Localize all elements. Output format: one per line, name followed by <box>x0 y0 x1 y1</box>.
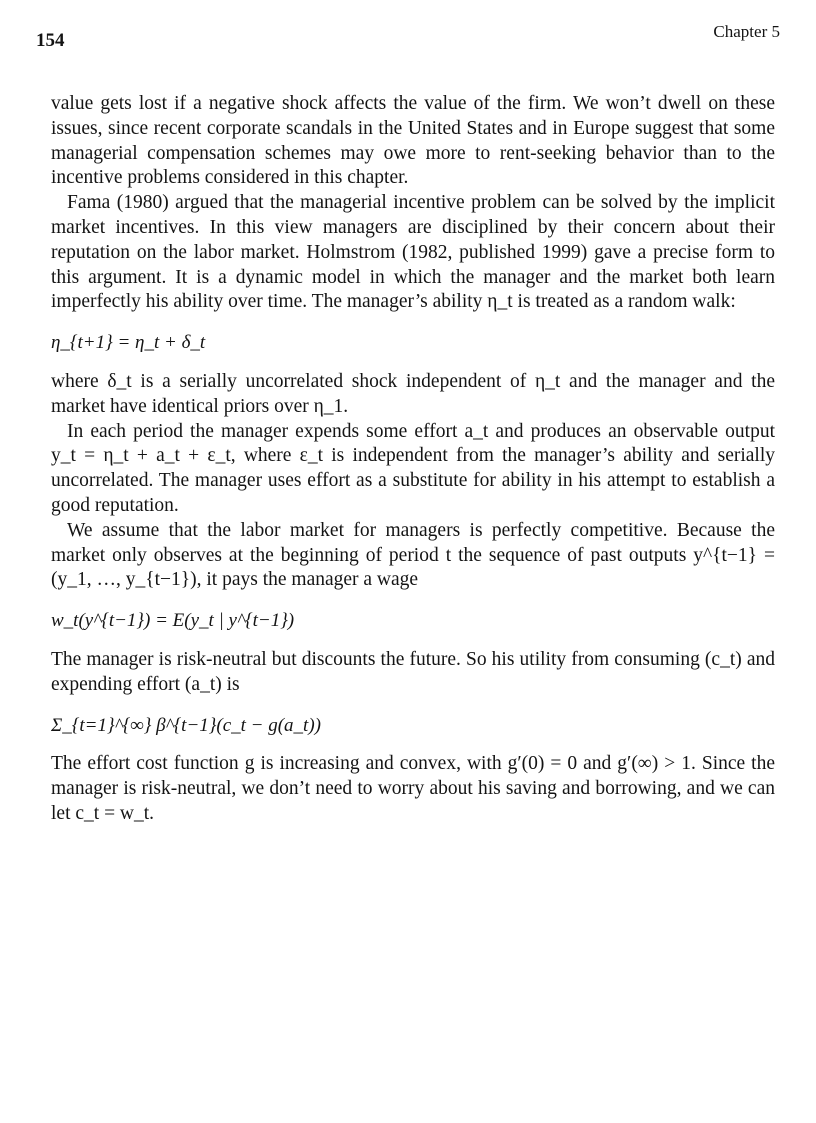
paragraph-3: where δ_t is a serially uncorrelated shock independent of η_t and the manager and the market have identical priors over η_1. <box>51 370 775 417</box>
paragraph-7: The effort cost function g is increasing and convex, with g′(0) = 0 and g′(∞) > 1. Since the manager is risk-neutral, we don’t need to worry about his saving and borrowing, and we can let c_t = w_t. <box>51 753 775 824</box>
chapter-label: Chapter 5 <box>713 22 780 41</box>
paragraph-1: value gets lost if a negative shock affects the value of the firm. We won’t dwell on these issues, since recent corporate scandals in the United States and in Europe suggest that some managerial compensation schemes may owe more to rent-seeking behavior than to the incentive problems considered in this chapter. <box>51 93 775 189</box>
equation-utility: Σ_{t=1}^{∞} β^{t−1}(c_t − g(a_t)) <box>51 714 321 736</box>
paragraph-5: We assume that the labor market for managers is perfectly competitive. Because the market only observes at the beginning of period t the sequence of past outputs y^{t−1} = (y_1, …, y_{t−1}), it pays the manager a wage <box>51 519 775 591</box>
equation-random-walk: η_{t+1} = η_t + δ_t <box>51 332 206 354</box>
running-header <box>36 22 780 52</box>
paragraph-2: Fama (1980) argued that the managerial incentive problem can be solved by the implicit market incentives. In this view managers are disciplined by their concern about their reputation on the labor market. Holmstrom (1982, published 1999) gave a precise form to this argument. It is a dynamic model in which the manager and the market both learn imperfectly his ability over time. The manager’s ability η_t is treated as a random walk: <box>51 192 775 313</box>
equation-wage: w_t(y^{t−1}) = E(y_t | y^{t−1}) <box>51 610 295 632</box>
paragraph-4: In each period the manager expends some effort a_t and produces an observable output y_t = η_t + a_t + ε_t, where ε_t is independent from the manager’s ability and serially uncorrelated. The manager uses effort as a substitute for ability in his attempt to establish a good reputation. <box>51 420 775 516</box>
page-number: 154 <box>36 30 65 51</box>
paragraph-6: The manager is risk-neutral but discounts the future. So his utility from consuming (c_t) and expending effort (a_t) is <box>51 648 775 695</box>
body-text <box>51 92 775 827</box>
